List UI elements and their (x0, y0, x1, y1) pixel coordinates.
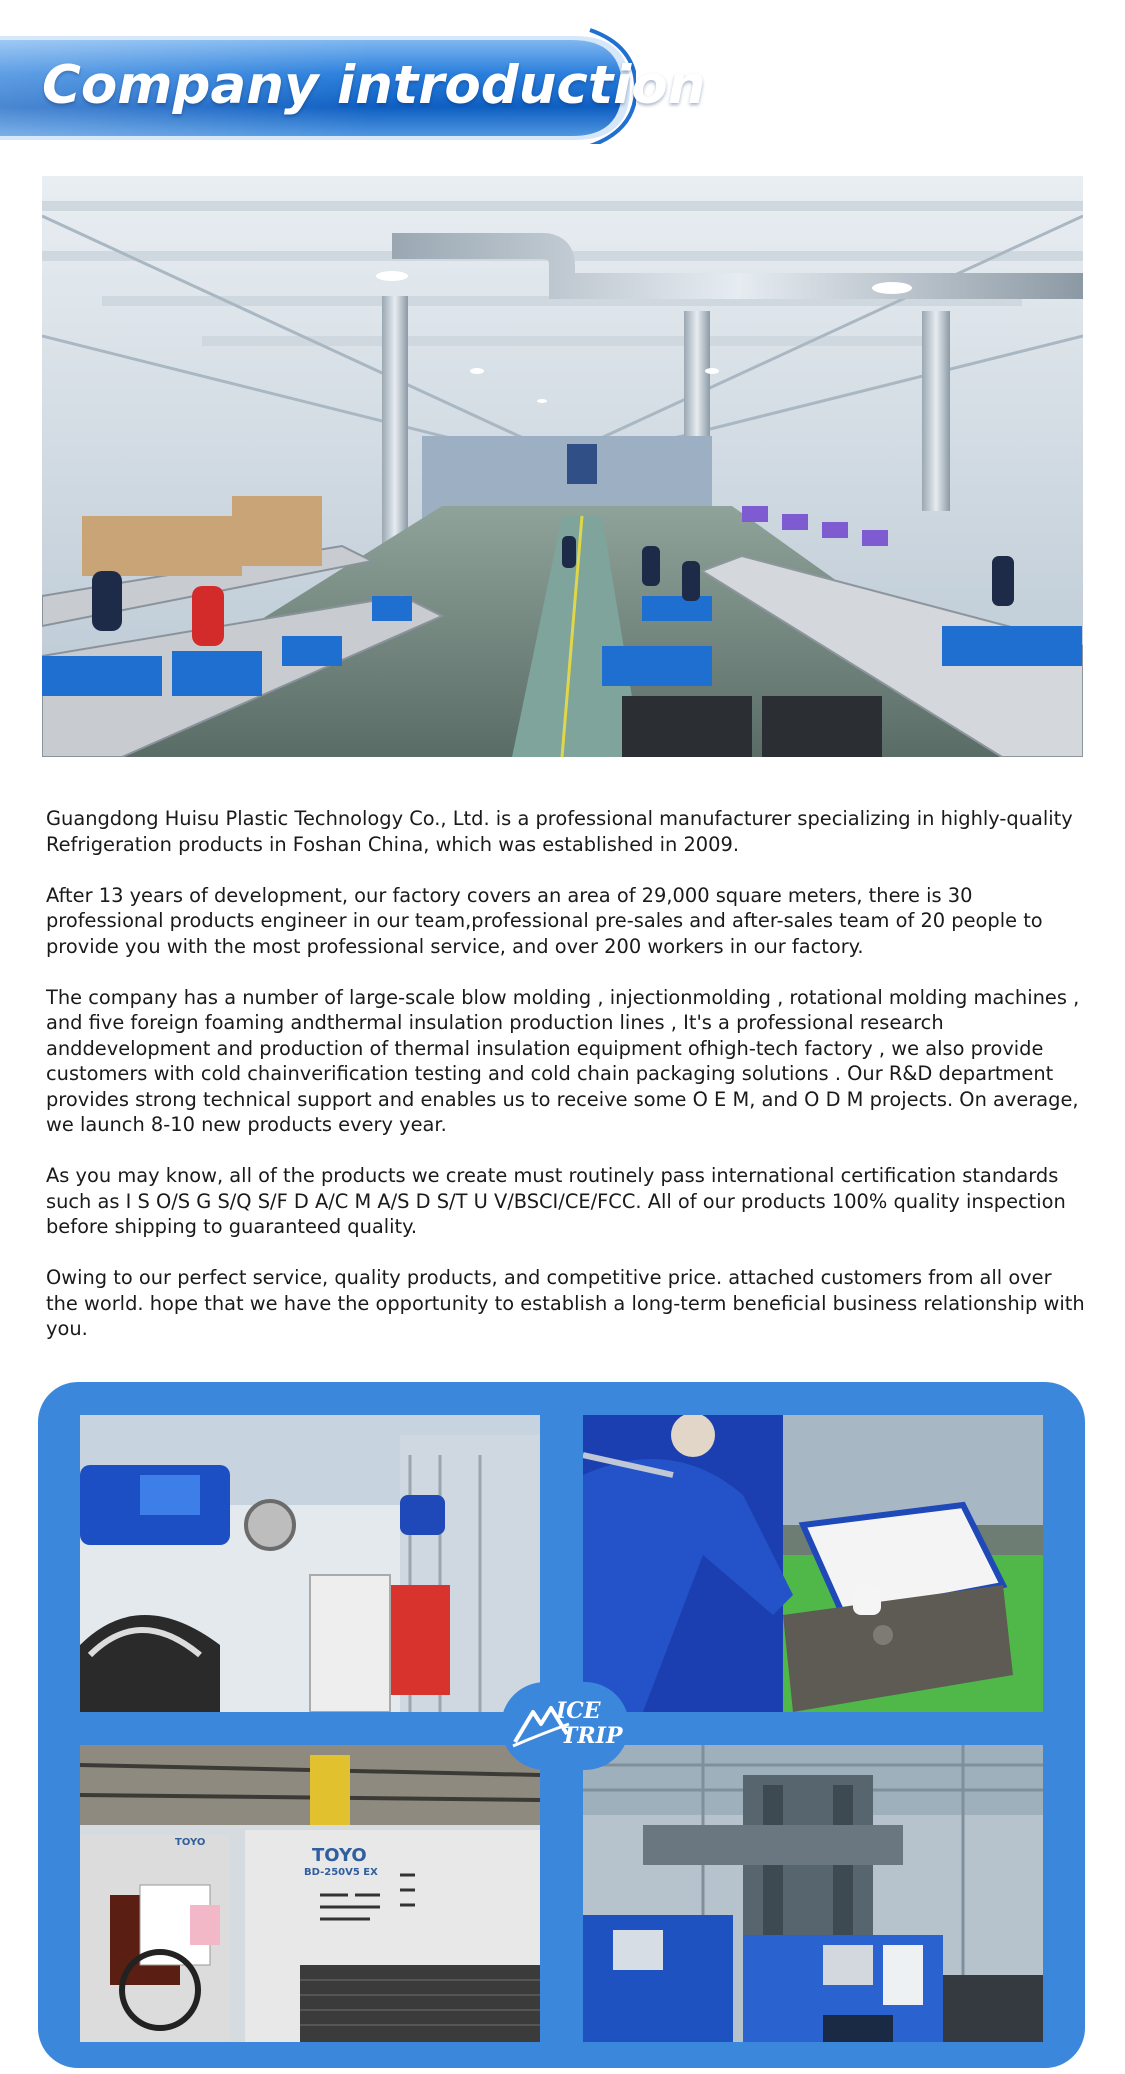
company-introduction-text (46, 806, 1086, 1367)
ice-trip-logo (501, 1682, 629, 1770)
intro-paragraph: Guangdong Huisu Plastic Technology Co., Ltd. is a professional manufacturer specializing in highly-quality Refrigeration products in Foshan China, which was established in 2009. (46, 807, 1073, 856)
intro-paragraph: Owing to our perfect service, quality products, and competitive price. attached customers from all over the world. hope that we have the opportunity to establish a long-term beneficial business relationship with you. (46, 1266, 1085, 1340)
gallery-photo-worker (583, 1415, 1043, 1712)
logo-text-trip: TRIP (561, 1723, 623, 1749)
page-title: Company introduction (42, 55, 706, 116)
machine-brand-label: TOYO (312, 1845, 367, 1866)
factory-gallery (38, 1382, 1085, 2068)
logo-text-ice: ICE (556, 1698, 601, 1724)
gallery-photo-toyo-machine (80, 1745, 540, 2042)
machine-model-label: BD-250V5 EX (304, 1867, 378, 1878)
intro-paragraph: The company has a number of large-scale blow molding , injectionmolding , rotational molding machines , and five foreign foaming andthermal insulation production lines , It's a professional research anddevelopment and production of thermal insulation equipment ofhigh-tech factory , we also provide customers with cold chainverification testing and cold chain packaging solutions . Our R&D department provides strong technical support and enables us to receive some O E M, and O D M projects. On average, we launch 8-10 new products every year. (46, 985, 1080, 1136)
factory-floor-photo (42, 176, 1083, 757)
machine-brand-label-small: TOYO (175, 1837, 206, 1848)
section-title-banner (0, 26, 706, 144)
gallery-photo-blow-molding-machine (583, 1745, 1043, 2042)
gallery-photo-machinery (80, 1415, 540, 1712)
intro-paragraph: After 13 years of development, our factory covers an area of 29,000 square meters, there is 30 professional products engineer in our team,professional pre-sales and after-sales team of 20 people to provide you with the most professional service, and over 200 workers in our factory. (46, 883, 1043, 958)
intro-paragraph: As you may know, all of the products we create must routinely pass international certification standards such as I S O/S G S/Q S/F D A/C M A/S D S/T U V/BSCI/CE/FCC. All of our products 100% quality inspection before shipping to guaranteed quality. (46, 1164, 1066, 1238)
